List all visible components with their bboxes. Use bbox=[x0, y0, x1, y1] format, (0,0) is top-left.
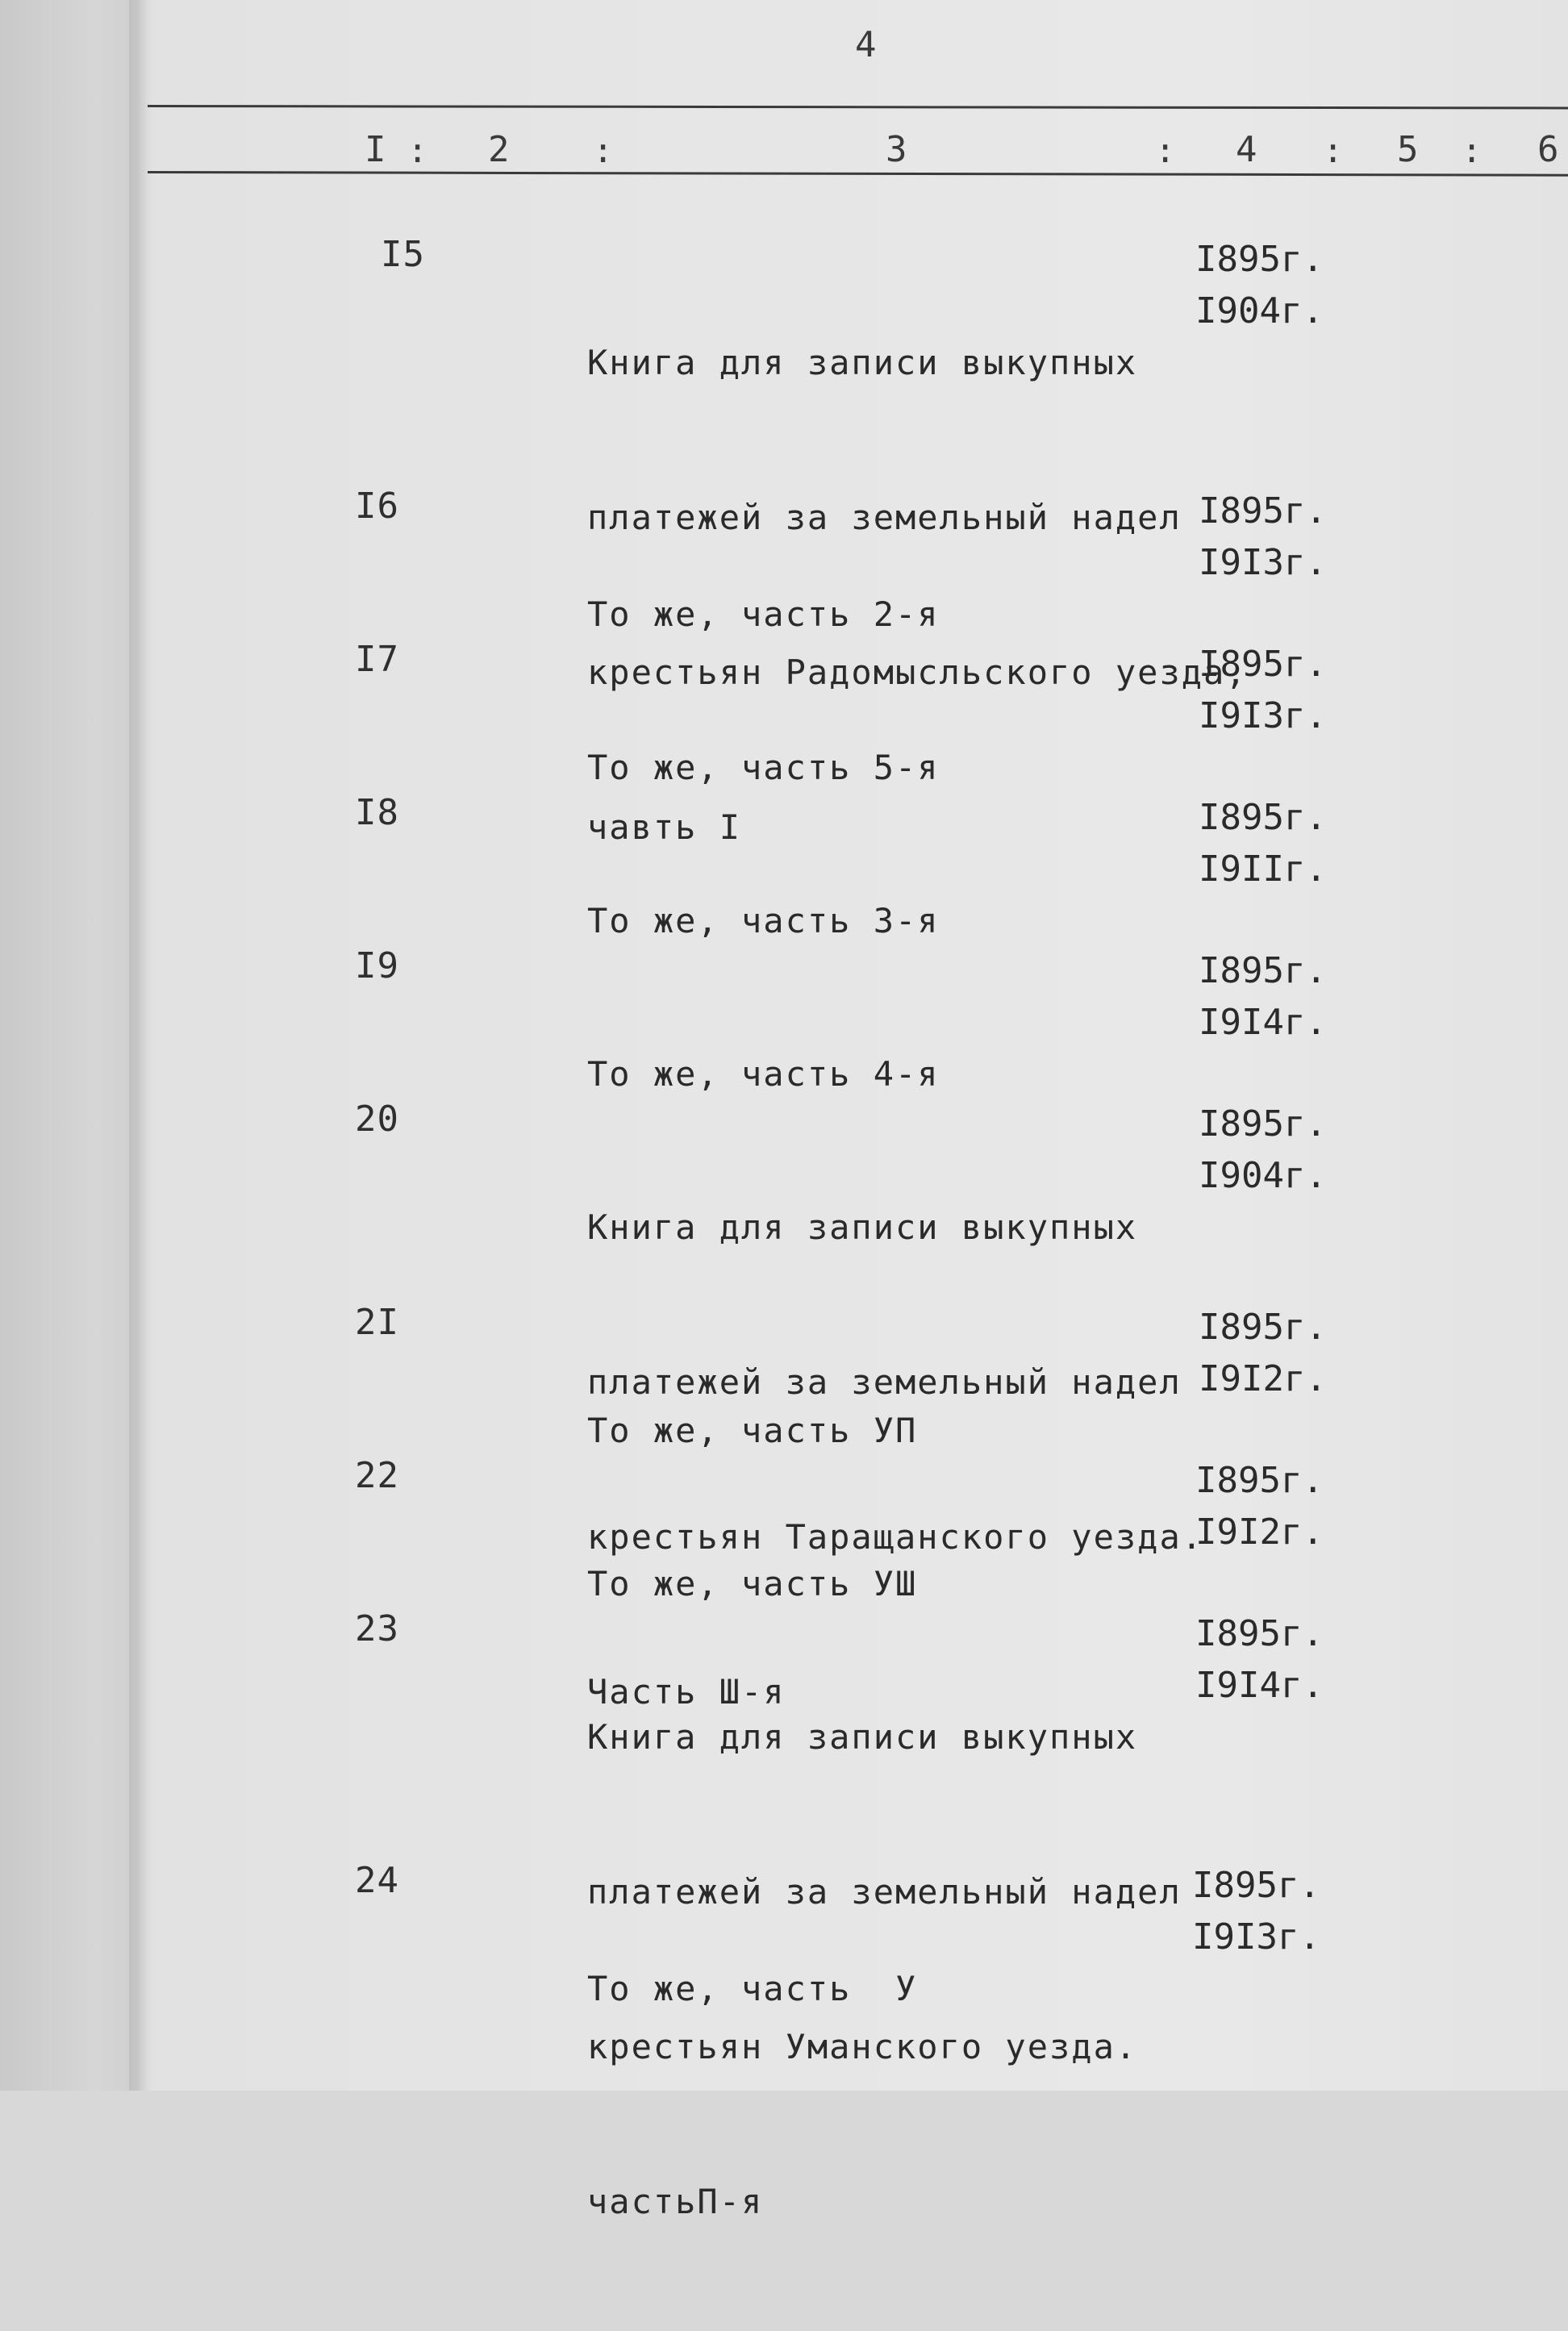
date-end: I9IIг. bbox=[1199, 849, 1327, 890]
title-line: Часть Ш-я bbox=[587, 1672, 786, 1712]
row-dates bbox=[1199, 945, 1327, 1049]
column-separator: : bbox=[407, 131, 428, 170]
row-number: 2I bbox=[355, 1302, 399, 1343]
date-start: I895г. bbox=[1199, 950, 1327, 991]
title-line: Книга для записи выкупных bbox=[587, 1717, 1138, 1757]
title-line: То же, часть 3-я bbox=[587, 901, 940, 940]
header-rule-top bbox=[148, 105, 1568, 109]
column-header-4: 4 bbox=[1236, 129, 1257, 170]
column-separator: : bbox=[1155, 131, 1176, 170]
date-start: I895г. bbox=[1195, 239, 1324, 280]
title-line: То же, часть УШ bbox=[587, 1564, 918, 1603]
column-header-1: I bbox=[365, 129, 386, 170]
title-line: крестьян Таращанского уезда. bbox=[587, 1517, 1204, 1557]
title-line: платежей за земельный надел bbox=[587, 1362, 1182, 1402]
row-number: I8 bbox=[355, 792, 399, 833]
date-start: I895г. bbox=[1195, 1613, 1324, 1654]
date-start: I895г. bbox=[1195, 1460, 1324, 1501]
title-line: Книга для записи выкупных bbox=[587, 343, 1138, 382]
date-start: I895г. bbox=[1199, 1307, 1327, 1348]
column-header-6: 6 bbox=[1537, 129, 1559, 170]
header-rule-bottom bbox=[148, 171, 1568, 177]
row-number: I9 bbox=[355, 945, 399, 986]
date-end: I9I2г. bbox=[1195, 1512, 1324, 1553]
date-end: I9I2г. bbox=[1199, 1358, 1327, 1399]
date-end: I904г. bbox=[1199, 1155, 1327, 1196]
title-line: частьП-я bbox=[587, 2182, 764, 2221]
row-number: 20 bbox=[355, 1099, 399, 1140]
date-end: I9I3г. bbox=[1199, 695, 1327, 736]
date-end: I904г. bbox=[1195, 290, 1324, 332]
title-line: То же, часть 5-я bbox=[587, 748, 940, 787]
title-line: чавть I bbox=[587, 807, 742, 847]
row-dates bbox=[1199, 792, 1327, 895]
row-title bbox=[587, 1860, 917, 2118]
row-number: I7 bbox=[355, 639, 399, 680]
row-number: I5 bbox=[381, 234, 425, 275]
column-separator: : bbox=[1462, 131, 1483, 170]
date-start: I895г. bbox=[1199, 490, 1327, 532]
row-number: 24 bbox=[355, 1860, 399, 1901]
row-dates bbox=[1195, 1455, 1324, 1558]
binding-gutter bbox=[129, 0, 147, 2091]
column-separator: : bbox=[593, 131, 614, 170]
date-end: I9I4г. bbox=[1199, 1002, 1327, 1043]
title-line: То же, часть 4-я bbox=[587, 1054, 940, 1094]
title-line: Книга для записи выкупных bbox=[587, 1207, 1138, 1247]
column-header-3: 3 bbox=[886, 129, 907, 170]
date-start: I895г. bbox=[1199, 1103, 1327, 1145]
date-start: I895г. bbox=[1192, 1865, 1320, 1906]
row-dates bbox=[1195, 1608, 1324, 1712]
page-number: 4 bbox=[855, 24, 877, 65]
title-line: крестьян Радомысльского уезда, bbox=[587, 653, 1248, 692]
row-dates bbox=[1199, 639, 1327, 742]
column-separator: : bbox=[1323, 131, 1344, 170]
row-dates bbox=[1195, 234, 1324, 337]
title-line: платежей за земельный надел bbox=[587, 1872, 1182, 1912]
title-line: То же, часть 2-я bbox=[587, 594, 940, 634]
row-dates bbox=[1199, 1099, 1327, 1202]
row-dates bbox=[1192, 1860, 1320, 1963]
row-number: I6 bbox=[355, 486, 399, 527]
date-end: I9I4г. bbox=[1195, 1665, 1324, 1706]
row-dates bbox=[1199, 486, 1327, 589]
title-line: крестьян Уманского уезда. bbox=[587, 2027, 1138, 2066]
date-start: I895г. bbox=[1199, 644, 1327, 685]
date-start: I895г. bbox=[1199, 797, 1327, 838]
title-line: То же, часть У bbox=[587, 1969, 918, 2008]
row-dates bbox=[1199, 1302, 1327, 1405]
title-line: То же, часть УП bbox=[587, 1411, 918, 1450]
date-end: I9I3г. bbox=[1199, 542, 1327, 583]
date-end: I9I3г. bbox=[1192, 1916, 1320, 1958]
column-header-2: 2 bbox=[488, 129, 510, 170]
column-header-5: 5 bbox=[1397, 129, 1419, 170]
row-number: 23 bbox=[355, 1608, 399, 1649]
row-number: 22 bbox=[355, 1455, 399, 1496]
title-line: платежей за земельный надел bbox=[587, 498, 1182, 537]
